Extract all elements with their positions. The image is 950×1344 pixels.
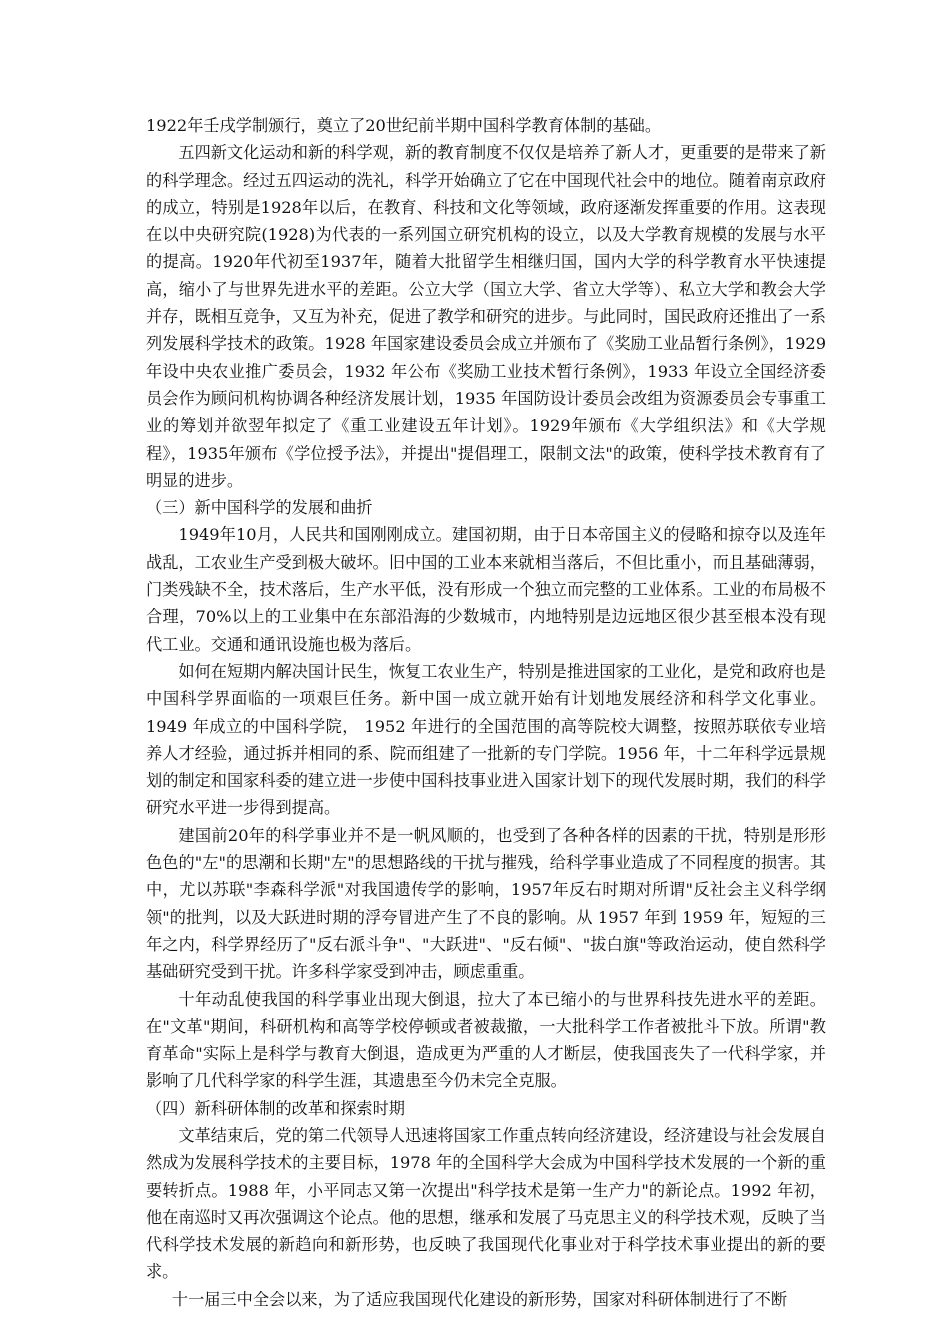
paragraph-third-plenum: 十一届三中全会以来，为了适应我国现代化建设的新形势，国家对科研体制进行了不断: [171, 1289, 788, 1309]
paragraph-reform: 文革结束后，党的第二代领导人迅速将国家工作重点转向经济建设，经济建设与社会发展自然成为发展科学技术的主要目标，1978 年的全国科学大会成为中国科学技术发展的一个新的重要转折点。1988 年，小平同志又第一次提出"科学技术是第一生产力"的新论点。1992 年初，他在南巡时又再次强调这个论点。他的思想，继承和发展了马克思主义的科学技术观，反映了当代科学技术发展的新趋向和新形势，也反映了我国现代化事业对于科学技术事业提出的新的要求。: [146, 1125, 826, 1282]
document-body: [146, 112, 826, 1313]
paragraph-1922-school-system: 1922年壬戌学制颁行，奠立了20世纪前半期中国科学教育体制的基础。: [146, 116, 662, 135]
section-heading-3: （三）新中国科学的发展和曲折: [146, 498, 373, 518]
paragraph-cultural-revolution: 十年动乱使我国的科学事业出现大倒退，拉大了本已缩小的与世界科技先进水平的差距。在"文革"期间，科研机构和高等学校停顿或者被裁撤，一大批科学工作者被批斗下放。所谓"教育革命"实际上是科学与教育大倒退，造成更为严重的人才断层，使我国丧失了一代科学家，并影响了几代科学家的科学生涯，其遗患至今仍未完全克服。: [146, 989, 826, 1091]
paragraph-setbacks: 建国前20年的科学事业并不是一帆风顺的，也受到了各种各样的因素的干扰，特别是形形色色的"左"的思潮和长期"左"的思想路线的干扰与摧残，给科学事业造成了不同程度的损害。其中，尤以苏联"李森科学派"对我国遗传学的影响，1957年反右时期对所谓"反社会主义科学纲领"的批判，以及大跃进时期的浮夸冒进产生了不良的影响。从 1957 年到 1959 年，短短的三年之内，科学界经历了"反右派斗争"、"大跃进"、"反右倾"、"拔白旗"等政治运动，使自然科学基础研究受到干扰。许多科学家受到冲击，顾虑重重。: [146, 825, 826, 982]
paragraph-may-fourth: 五四新文化运动和新的科学观，新的教育制度不仅仅是培养了新人才，更重要的是带来了新的科学理念。经过五四运动的洗礼，科学开始确立了它在中国现代社会中的地位。随着南京政府的成立，特别是1928年以后，在教育、科技和文化等领域，政府逐渐发挥重要的作用。这表现在以中央研究院(1928)为代表的一系列国立研究机构的设立，以及大学教育规模的发展与水平的提高。1920年代初至1937年，随着大批留学生相继归国，国内大学的科学教育水平快速提高，缩小了与世界先进水平的差距。公立大学（国立大学、省立大学等）、私立大学和教会大学并存，既相互竞争，又互为补充，促进了教学和研究的进步。与此同时，国民政府还推出了一系列发展科学技术的政策。1928 年国家建设委员会成立并颁布了《奖励工业品暂行条例》，1929 年设中央农业推广委员会，1932 年公布《奖励工业技术暂行条例》，1933 年设立全国经济委员会作为顾问机构协调各种经济发展计划，1935 年国防设计委员会改组为资源委员会专事重工业的筹划并欲翌年拟定了《重工业建设五年计划》。1929年颁布《大学组织法》和《大学规程》，1935年颁布《学位授予法》，并提出"提倡理工，限制文法"的政策，使科学技术教育有了明显的进步。: [146, 143, 826, 490]
section-heading-4: （四）新科研体制的改革和探索时期: [146, 1098, 405, 1118]
paragraph-industrialization: 如何在短期内解决国计民生，恢复工农业生产，特别是推进国家的工业化，是党和政府也是中国科学界面临的一项艰巨任务。新中国一成立就开始有计划地发展经济和科学文化事业。1949 年成立的中国科学院， 1952 年进行的全国范围的高等院校大调整，按照苏联依专业培养人才经验，通过拆并相同的系、院而组建了一批新的专门学院。1956 年，十二年科学远景规划的制定和国家科委的建立进一步使中国科技事业进入国家计划下的现代发展时期，我们的科学研究水平进一步得到提高。: [146, 661, 826, 818]
paragraph-1949: 1949年10月，人民共和国刚刚成立。建国初期，由于日本帝国主义的侵略和掠夺以及连年战乱，工农业生产受到极大破坏。旧中国的工业本来就相当落后，不但比重小，而且基础薄弱，门类残缺不全，技术落后，生产水平低，没有形成一个独立而完整的工业体系。工业的布局极不合理，70%以上的工业集中在东部沿海的少数城市，内地特别是边远地区很少甚至根本没有现代工业。交通和通讯设施也极为落后。: [146, 525, 826, 654]
